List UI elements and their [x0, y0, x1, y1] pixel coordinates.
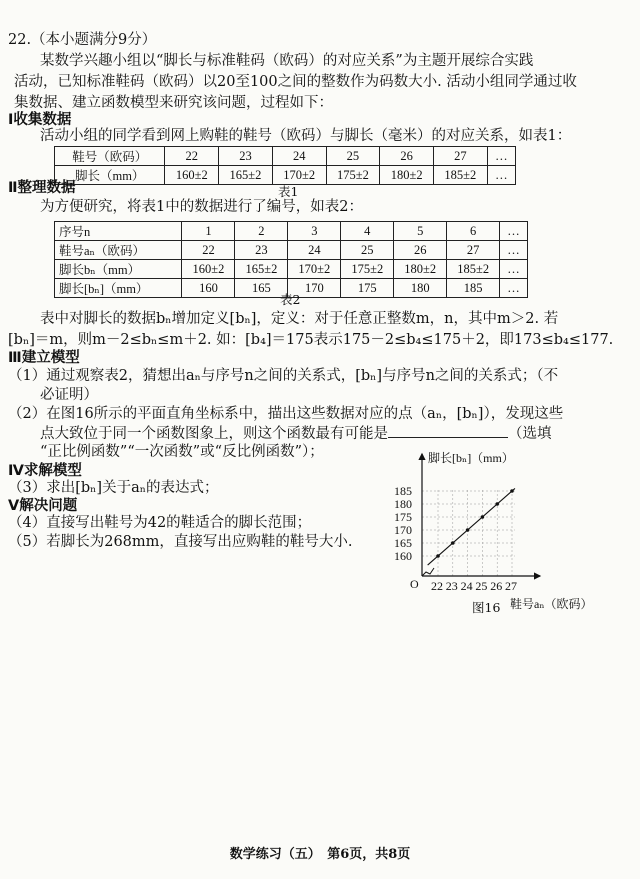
x-tick-label: 26 [490, 579, 503, 593]
intro-line-3: 集数据、建立函数模型来研究该问题，过程如下： [14, 95, 333, 111]
definition-line-2: [bₙ]＝m，则m－2≤bₙ≤m＋2. 如：[b₄]＝175表示175－2≤b₄≤175＋2，即173≤b₄≤177. [8, 332, 614, 348]
x-axis-label: 鞋号aₙ（欧码） [510, 597, 593, 611]
intro-line-1: 某数学兴趣小组以“脚长与标准鞋码（欧码）的对应关系”为主题开展综合实践 [40, 53, 534, 69]
table-cell: 180±2 [380, 166, 434, 185]
table-cell: 25 [326, 147, 380, 166]
section4-title: Ⅳ求解模型 [8, 463, 82, 479]
table-cell: 6 [447, 222, 500, 241]
x-tick-label: 22 [431, 579, 443, 593]
table-cell: 165±2 [219, 166, 273, 185]
table-cell: 175±2 [341, 260, 394, 279]
table-row [55, 260, 528, 279]
page-footer: 数学练习（五） 第6页，共8页 [229, 847, 411, 862]
data-point [481, 515, 485, 519]
table-cell: … [487, 166, 515, 185]
table-cell: 23 [219, 147, 273, 166]
origin-label: O [410, 577, 419, 591]
section3-title: Ⅲ建立模型 [8, 350, 80, 366]
table-cell: 脚长（mm） [55, 166, 165, 185]
table-cell: 鞋号aₙ（欧码） [55, 241, 182, 260]
table-cell: 160±2 [165, 166, 219, 185]
question-3: （3）求出[bₙ]关于aₙ的表达式； [8, 480, 219, 496]
data-point [495, 502, 499, 506]
intro-line-2: 活动，已知标准鞋码（欧码）以20至100之间的整数作为码数大小. 活动小组同学通过收 [14, 74, 577, 90]
table-cell: 26 [394, 241, 447, 260]
table-cell: 26 [380, 147, 434, 166]
table-cell: 170±2 [288, 260, 341, 279]
y-tick-label: 185 [394, 484, 412, 498]
table-cell: 175 [341, 279, 394, 298]
x-tick-label: 24 [460, 579, 473, 593]
question-2-line-2 [40, 423, 552, 444]
table-cell: 160 [182, 279, 235, 298]
section1-text: 活动小组的同学看到网上购鞋的鞋号（欧码）与脚长（毫米）的对应关系，如表1： [40, 128, 572, 144]
table-cell: … [500, 260, 528, 279]
table-cell: … [500, 241, 528, 260]
question-4: （4）直接写出鞋号为42的鞋适合的脚长范围； [8, 515, 312, 531]
table-cell: 24 [272, 147, 326, 166]
figure-16-chart [392, 448, 593, 616]
table2 [54, 221, 528, 298]
table-cell: 185±2 [447, 260, 500, 279]
table-cell: 5 [394, 222, 447, 241]
x-tick-label: 23 [445, 579, 458, 593]
table-cell: 170±2 [272, 166, 326, 185]
question-1-line-1: （1）通过观察表2，猜想出aₙ与序号n之间的关系式，[bₙ]与序号n之间的关系式；（不 [8, 368, 559, 384]
table-row [55, 241, 528, 260]
table-cell: 180 [394, 279, 447, 298]
table1 [54, 146, 516, 185]
data-point [510, 489, 514, 493]
y-tick-label: 160 [394, 549, 412, 563]
problem-header: 22.（本小题满分9分） [8, 32, 157, 48]
table-cell: 脚长[bₙ]（mm） [55, 279, 182, 298]
question-2-text: 点大致位于同一个函数图象上，则这个函数最有可能是 [40, 426, 388, 442]
table-cell: 25 [341, 241, 394, 260]
section1-title: Ⅰ收集数据 [8, 112, 72, 128]
definition-line-1: 表中对脚长的数据bₙ增加定义[bₙ]，定义：对于任意正整数m，n，其中m＞2. 若 [40, 311, 559, 327]
answer-blank[interactable] [388, 423, 508, 438]
y-tick-label: 165 [394, 536, 412, 550]
table-cell: … [487, 147, 515, 166]
table-cell: 185±2 [434, 166, 488, 185]
chart-grid [422, 488, 515, 576]
figure-16-caption: 图16 [472, 600, 501, 615]
table-cell: 170 [288, 279, 341, 298]
table-cell: 序号n [55, 222, 182, 241]
table-cell: … [500, 222, 528, 241]
x-tick-label: 25 [475, 579, 488, 593]
question-2-line-3: “正比例函数”“一次函数”或“反比例函数”）； [40, 444, 324, 460]
table-cell: 180±2 [394, 260, 447, 279]
question-1-line-2: 必证明） [40, 387, 98, 403]
table1-caption: 表1 [278, 184, 299, 199]
table2-caption: 表2 [280, 292, 301, 307]
table-cell: 脚长bₙ（mm） [55, 260, 182, 279]
y-axis-label: 脚长[bₙ]（mm） [428, 451, 514, 465]
table-cell: 160±2 [182, 260, 235, 279]
trend-line [428, 488, 515, 565]
x-tick-label: 27 [505, 579, 517, 593]
table-cell: 165 [235, 279, 288, 298]
y-tick-label: 170 [394, 523, 412, 537]
table-cell: 22 [165, 147, 219, 166]
axis-break-mark [422, 568, 434, 576]
y-tick-label: 180 [394, 497, 412, 511]
table-cell: 3 [288, 222, 341, 241]
table-cell: 27 [447, 241, 500, 260]
section2-text: 为方便研究，将表1中的数据进行了编号，如表2： [40, 199, 363, 215]
table-cell: 27 [434, 147, 488, 166]
table-cell: 175±2 [326, 166, 380, 185]
data-point [466, 528, 470, 532]
question-5: （5）若脚长为268mm，直接写出应购鞋的鞋号大小. [8, 534, 353, 550]
table-cell: 185 [447, 279, 500, 298]
table-cell: 22 [182, 241, 235, 260]
question-2-text-end: （选填 [508, 426, 552, 442]
table-cell: 2 [235, 222, 288, 241]
table-cell: 1 [182, 222, 235, 241]
question-2-line-1: （2）在图16所示的平面直角坐标系中，描出这些数据对应的点（aₙ，[bₙ]），发现这些 [8, 406, 564, 422]
y-tick-label: 175 [394, 510, 412, 524]
table-cell: 24 [288, 241, 341, 260]
table-cell: 23 [235, 241, 288, 260]
data-point [451, 541, 455, 545]
table-cell: … [500, 279, 528, 298]
table-cell: 165±2 [235, 260, 288, 279]
section2-title: Ⅱ整理数据 [8, 180, 76, 196]
section5-title: Ⅴ解决问题 [8, 498, 78, 514]
table-cell: 鞋号（欧码） [55, 147, 165, 166]
data-point [436, 554, 440, 558]
table-cell: 4 [341, 222, 394, 241]
table-row [55, 222, 528, 241]
table-row [55, 147, 516, 166]
